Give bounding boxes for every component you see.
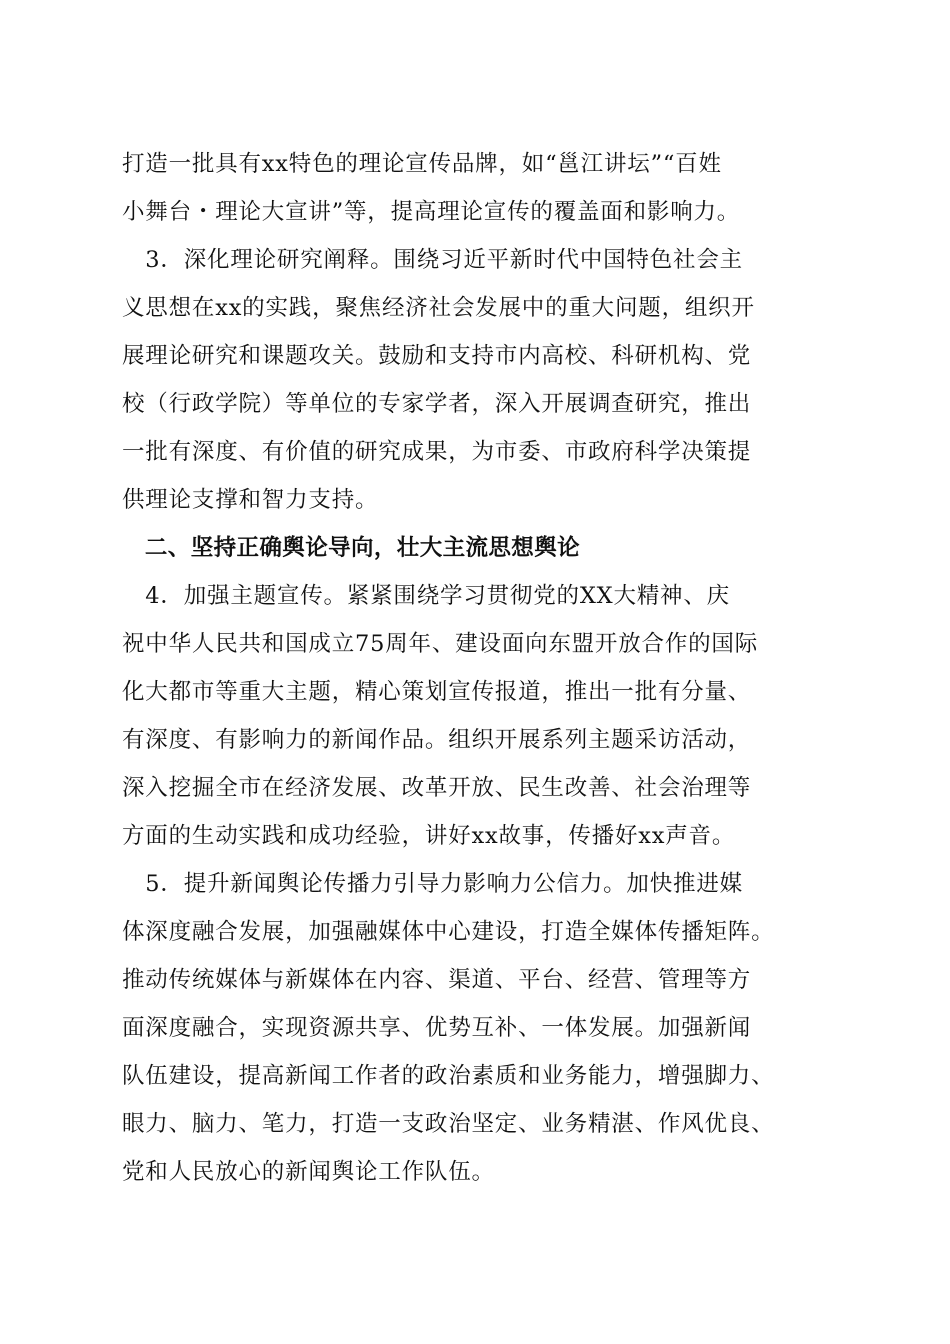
paragraph-3-start: 3．深化理论研究阐释。围绕习近平新时代中国特色社会主 <box>122 247 743 273</box>
document-body <box>122 140 828 1196</box>
paragraph-4-start: 4．加强主题宣传。紧紧围绕学习贯彻党的XX大精神、庆 <box>122 583 730 609</box>
text-line: 面深度融合，实现资源共享、优势互补、一体发展。加强新闻 <box>122 1015 752 1041</box>
text-line: 小舞台・理论大宣讲”等，提高理论宣传的覆盖面和影响力。 <box>122 199 741 225</box>
text-line: 展理论研究和课题攻关。鼓励和支持市内高校、科研机构、党 <box>122 343 752 369</box>
text-line: 一批有深度、有价值的研究成果，为市委、市政府科学决策提 <box>122 439 752 465</box>
text-line: 方面的生动实践和成功经验，讲好xx故事，传播好xx声音。 <box>122 823 736 849</box>
text-line: 党和人民放心的新闻舆论工作队伍。 <box>122 1159 495 1185</box>
paragraph-5-start: 5．提升新闻舆论传播力引导力影响力公信力。加快推进媒 <box>122 871 743 897</box>
text-line: 推动传统媒体与新媒体在内容、渠道、平台、经营、管理等方 <box>122 967 752 993</box>
text-line: 祝中华人民共和国成立75周年、建设面向东盟开放合作的国际 <box>122 631 759 657</box>
text-line: 校（行政学院）等单位的专家学者，深入开展调查研究，推出 <box>122 391 752 417</box>
text-line: 供理论支撑和智力支持。 <box>122 487 379 513</box>
text-line: 打造一批具有xx特色的理论宣传品牌，如“邕江讲坛”“百姓 <box>122 151 722 177</box>
text-line: 化大都市等重大主题，精心策划宣传报道，推出一批有分量、 <box>122 679 752 705</box>
text-line: 体深度融合发展，加强融媒体中心建设，打造全媒体传播矩阵。 <box>122 919 775 945</box>
text-line: 义思想在xx的实践，聚焦经济社会发展中的重大问题，组织开 <box>122 295 755 321</box>
text-line: 队伍建设，提高新闻工作者的政治素质和业务能力，增强脚力、 <box>122 1063 775 1089</box>
section-heading: 二、坚持正确舆论导向，壮大主流思想舆论 <box>122 535 581 561</box>
text-line: 深入挖掘全市在经济发展、改革开放、民生改善、社会治理等 <box>122 775 752 801</box>
text-line: 眼力、脑力、笔力，打造一支政治坚定、业务精湛、作风优良、 <box>122 1111 775 1137</box>
text-line: 有深度、有影响力的新闻作品。组织开展系列主题采访活动， <box>122 727 752 753</box>
